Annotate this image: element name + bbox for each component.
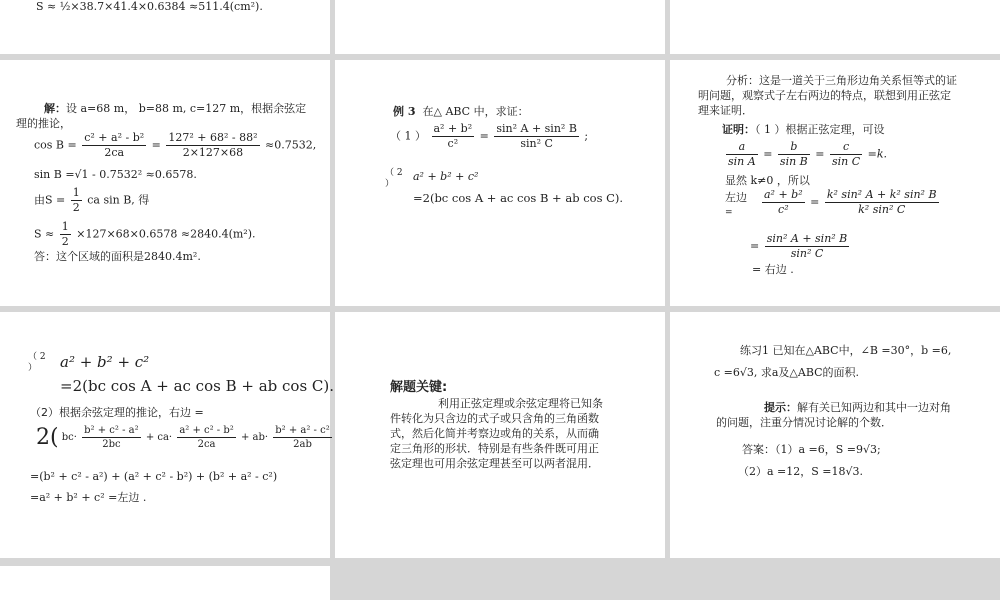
example-text: 在△ ABC 中，求证： bbox=[422, 105, 529, 118]
half-num: 1 bbox=[72, 186, 80, 199]
right-side-text: = 右边 . bbox=[752, 263, 794, 276]
term3-num: b² + a² - c² bbox=[275, 425, 330, 436]
sin-b-line: sin B =√1 - 0.7532² ≈0.6578. bbox=[34, 168, 197, 181]
analysis-text: 分析：这是一道关于三角形边角关系恒等式的证明问题，观察式子左右两边的特点，联想到用正弦定理来证明． bbox=[698, 74, 957, 117]
ratio-a bbox=[726, 140, 758, 169]
expand-line: =(b² + c² - a²) + (a² + c² - b²) + (b² + a² - c²) bbox=[30, 470, 278, 483]
term2-pre: + ca· bbox=[145, 432, 173, 443]
p2-line-1: a² + b² + c² bbox=[60, 353, 150, 371]
hint-text: 解有关已知两边和其中一边对角的问题，注重分情况讨论解的个数． bbox=[716, 401, 951, 429]
cos-lhs: cos B = bbox=[34, 138, 77, 152]
ratio-b bbox=[778, 140, 810, 169]
cos-b-formula bbox=[34, 131, 316, 160]
left-side-formula bbox=[760, 188, 941, 217]
term1-den: 2bc bbox=[102, 439, 121, 450]
part-1-formula bbox=[390, 122, 588, 151]
s-lhs: S ≈ bbox=[34, 227, 55, 241]
example-heading bbox=[393, 105, 529, 119]
ratio-b-num: b bbox=[778, 140, 810, 155]
left-side-label: 左边 bbox=[725, 191, 747, 204]
answer-line: 答：这个区域的面积是2840.4m². bbox=[34, 250, 201, 263]
term2-fraction bbox=[177, 424, 235, 451]
half-den-2: 2 bbox=[61, 235, 69, 248]
p1-num-2: sin² A + sin² B bbox=[496, 122, 577, 135]
p2-line-2: =2(bc cos A + ac cos B + ab cos C). bbox=[60, 377, 335, 395]
exercise-line-2: c =6√3, 求a及△ABC的面积. bbox=[714, 366, 860, 379]
term3-pre: + ab· bbox=[240, 432, 269, 443]
part-1-label: （ 1 ） bbox=[390, 129, 426, 143]
final-line: =a² + b² + c² =左边 . bbox=[30, 491, 147, 504]
term3-fraction bbox=[273, 424, 331, 451]
half-num-2: 1 bbox=[61, 220, 69, 233]
cos-eq: = bbox=[151, 138, 161, 152]
area-formula: S ≈ ½×38.7×41.4×0.6384 ≈511.4(cm²). bbox=[36, 0, 263, 13]
fin-den: sin² C bbox=[790, 247, 824, 260]
half-fraction-2 bbox=[60, 220, 71, 249]
p1-end: ; bbox=[584, 129, 589, 143]
fin-fraction bbox=[765, 232, 850, 261]
p1-fraction-1 bbox=[432, 122, 475, 151]
slide-top-right bbox=[670, 0, 1000, 54]
p1-den-2: sin² C bbox=[520, 137, 553, 150]
cos-fraction-2 bbox=[166, 131, 259, 160]
sine-ratio-formula bbox=[724, 140, 887, 169]
left-side-eq: = bbox=[725, 208, 733, 218]
from-rhs: ca sin B, 得 bbox=[87, 193, 150, 207]
mid-fraction bbox=[825, 188, 939, 217]
proof-label: 证明： bbox=[722, 123, 755, 136]
term2-den: 2ca bbox=[197, 439, 216, 450]
ratio-a-num: a bbox=[726, 140, 758, 155]
final-formula bbox=[750, 232, 851, 261]
ratio-c bbox=[830, 140, 862, 169]
slide-key-points bbox=[335, 312, 665, 558]
ratio-c-den: sin C bbox=[831, 155, 861, 168]
mid-eq: = bbox=[810, 195, 820, 209]
half-den: 2 bbox=[72, 201, 80, 214]
part-2-line-2: =2(bc cos A + ac cos B + ab cos C). bbox=[413, 191, 624, 205]
cos-den-2: 2×127×68 bbox=[182, 146, 244, 159]
mid-den: k² sin² C bbox=[858, 203, 906, 216]
s-rhs: ×127×68×0.6578 ≈2840.4(m²). bbox=[76, 227, 256, 241]
solution-intro-text: 设 a=68 m， b=88 m, c=127 m，根据余弦定理的推论， bbox=[16, 102, 307, 130]
cos-num-1: c² + a² - b² bbox=[84, 131, 145, 144]
p2-label: （ 2 ） bbox=[28, 352, 46, 373]
part-2-line-1: a² + b² + c² bbox=[413, 170, 479, 183]
slide-proof-part-2 bbox=[0, 312, 335, 558]
lhs-fraction bbox=[762, 188, 805, 217]
term3-den: 2ab bbox=[293, 439, 312, 450]
slide-solution-cosine bbox=[0, 60, 330, 306]
cos-fraction-1 bbox=[82, 131, 146, 160]
p1-num-1: a² + b² bbox=[433, 122, 473, 135]
term1-pre: bc· bbox=[61, 432, 77, 443]
ratio-end: =k. bbox=[867, 147, 888, 161]
slide-top-middle bbox=[335, 0, 665, 54]
example-label: 例 3 bbox=[393, 105, 416, 118]
cos-result: ≈0.7532, bbox=[265, 138, 317, 152]
ratio-eq-1: = bbox=[763, 147, 773, 161]
ratio-a-den: sin A bbox=[728, 155, 756, 168]
answer-2: （2）a =12，S =18√3. bbox=[738, 465, 864, 478]
slide-bottom-left bbox=[0, 566, 330, 600]
slide-analysis-proof bbox=[670, 60, 1000, 306]
area-formula-general bbox=[34, 186, 149, 215]
proof-text: （ 1 ）根据正弦定理，可设 bbox=[755, 123, 885, 136]
bracket-open: 2( bbox=[36, 425, 59, 450]
ratio-c-num: c bbox=[830, 140, 862, 155]
expanded-bracket bbox=[36, 424, 346, 451]
fin-eq: = bbox=[750, 239, 760, 253]
slide-exercise-1 bbox=[670, 312, 1000, 558]
hint-label: 提示： bbox=[764, 401, 797, 414]
hint-paragraph bbox=[716, 400, 960, 430]
exercise-line-1: 练习1 已知在△ABC中，∠B =30°，b =6, bbox=[740, 344, 952, 357]
fin-num: sin² A + sin² B bbox=[766, 232, 848, 245]
p1-fraction-2 bbox=[494, 122, 579, 151]
part-2-label: （ 2 ） bbox=[385, 168, 403, 189]
key-title: 解题关键: bbox=[390, 380, 448, 395]
cos-den-1: 2ca bbox=[104, 146, 125, 159]
answer-1: 答案：（1）a =6，S =9√3; bbox=[742, 443, 881, 456]
lhs-den: c² bbox=[778, 203, 789, 216]
p1-den-1: c² bbox=[447, 137, 459, 150]
ratio-eq-2: = bbox=[815, 147, 825, 161]
term1-fraction bbox=[82, 424, 140, 451]
cos-num-2: 127² + 68² - 88² bbox=[168, 131, 258, 144]
from-lhs: 由S = bbox=[34, 193, 66, 207]
reason-line: （2）根据余弦定理的推论，右边 = bbox=[30, 406, 204, 419]
k-nonzero-line: 显然 k≠0 ，所以 bbox=[725, 174, 810, 187]
mid-num: k² sin² A + k² sin² B bbox=[826, 188, 937, 201]
ratio-b-den: sin B bbox=[779, 155, 808, 168]
p1-eq: = bbox=[479, 129, 489, 143]
term1-num: b² + c² - a² bbox=[84, 425, 139, 436]
slide-top-left bbox=[0, 0, 330, 54]
term2-num: a² + c² - b² bbox=[179, 425, 234, 436]
proof-heading bbox=[722, 123, 885, 137]
slide-example-3 bbox=[335, 60, 665, 306]
lhs-num: a² + b² bbox=[764, 188, 803, 201]
solution-intro bbox=[16, 101, 316, 131]
key-body: 利用正弦定理或余弦定理将已知条件转化为只含边的式子或只含角的三角函数式，然后化简并考察边或角的关系，从而确定三角形的形状．特别是有些条件既可用正弦定理也可用余弦定理甚至可以两者混用． bbox=[390, 397, 603, 470]
area-result bbox=[34, 220, 256, 249]
half-fraction bbox=[71, 186, 82, 215]
solution-label: 解： bbox=[44, 102, 66, 115]
